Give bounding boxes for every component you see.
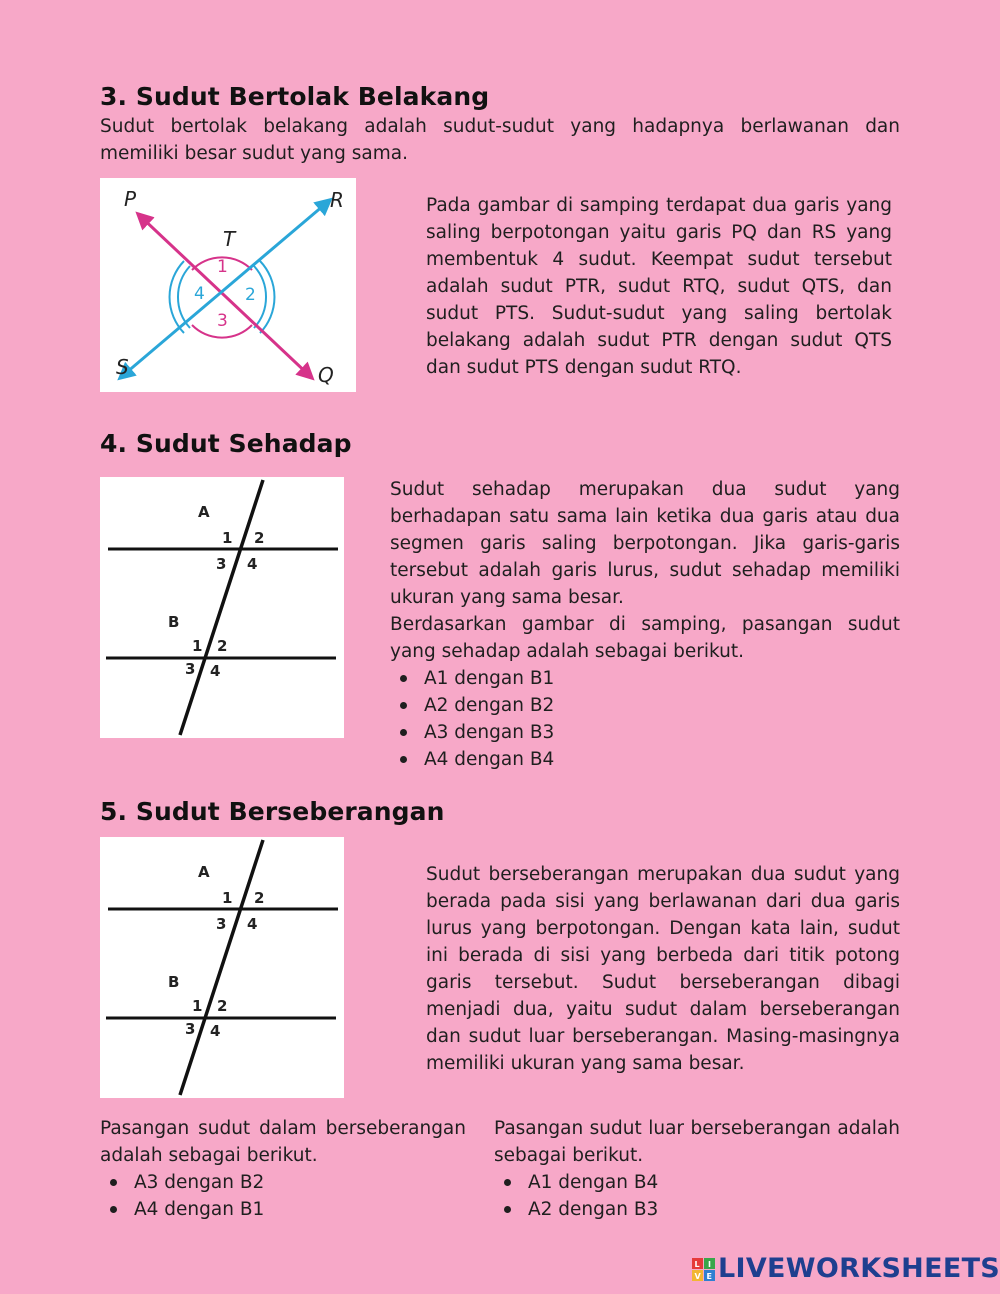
outer-alternate-block: [494, 1115, 900, 1223]
list-item: A4 dengan B4: [390, 746, 900, 773]
corresponding-angles-figure: [100, 477, 344, 738]
label-a: A: [198, 863, 210, 881]
angle-a4: 4: [247, 555, 258, 573]
label-r: R: [330, 188, 344, 212]
logo-text: LIVEWORKSHEETS: [718, 1253, 1000, 1284]
angle-b2: 2: [217, 997, 228, 1015]
angle-b1: 1: [192, 997, 203, 1015]
section4-description: Sudut sehadap merupakan dua sudut yang berhadapan satu sama lain ketika dua garis atau dua segmen garis saling berpotongan. Jika garis-garis tersebut adalah garis lurus, sudut sehadap memiliki ukuran yang sama besar.: [390, 479, 900, 608]
angle-a2: 2: [254, 889, 265, 907]
transversal-diagram-a: [100, 477, 344, 738]
liveworksheets-logo[interactable]: [692, 1253, 1000, 1285]
angle-a2: 2: [254, 529, 265, 547]
inner-alternate-block: [100, 1115, 466, 1223]
logo-badge-e: E: [706, 1272, 712, 1281]
label-a: A: [198, 503, 210, 521]
angle-b2: 2: [217, 637, 228, 655]
list-item: A1 dengan B1: [390, 665, 900, 692]
angle-b4: 4: [210, 1022, 221, 1040]
label-p: P: [124, 187, 137, 211]
label-t: T: [223, 227, 236, 251]
list-item: A3 dengan B2: [100, 1169, 466, 1196]
angle-b4: 4: [210, 662, 221, 680]
label-s: S: [116, 355, 129, 379]
list-item: A2 dengan B2: [390, 692, 900, 719]
corresponding-pairs-list: [390, 665, 900, 773]
section4-text: [390, 476, 900, 773]
angle-4: 4: [194, 284, 205, 304]
label-q: Q: [318, 363, 334, 387]
logo-badge-i: I: [708, 1260, 711, 1269]
list-item: A2 dengan B3: [494, 1196, 900, 1223]
section5-heading: 5. Sudut Berseberangan: [100, 797, 445, 826]
angle-2: 2: [245, 285, 256, 305]
section3-description: Pada gambar di samping terdapat dua garis yang saling berpotongan yaitu garis PQ dan RS yang membentuk 4 sudut. Keempat sudut tersebut adalah sudut PTR, sudut RTQ, sudut QTS, dan sudut PTS. Sudut-sudut yang saling bertolak belakang adalah sudut PTR dengan sudut QTS dan sudut PTS dengan sudut RTQ.: [426, 195, 892, 378]
list-item: A1 dengan B4: [494, 1169, 900, 1196]
list-item: A4 dengan B1: [100, 1196, 466, 1223]
vertical-angles-diagram: [100, 178, 356, 392]
angle-b3: 3: [185, 660, 196, 678]
section4-heading: 4. Sudut Sehadap: [100, 429, 352, 458]
angle-3: 3: [217, 311, 228, 331]
logo-badge-l: L: [694, 1260, 700, 1269]
list-item: A3 dengan B3: [390, 719, 900, 746]
angle-1: 1: [217, 257, 228, 277]
angle-a1: 1: [222, 529, 233, 547]
angle-a1: 1: [222, 889, 233, 907]
inner-alternate-list: [100, 1169, 466, 1223]
angle-a3: 3: [216, 555, 227, 573]
section3-heading: 3. Sudut Bertolak Belakang: [100, 82, 490, 111]
transversal-diagram-b: [100, 837, 344, 1098]
angle-b3: 3: [185, 1020, 196, 1038]
section5-description: Sudut berseberangan merupakan dua sudut yang berada pada sisi yang berlawanan dari dua garis lurus yang berpotongan. Dengan kata lain, sudut ini berada di sisi yang berbeda dari titik potong garis tersebut. Sudut berseberangan dibagi menjadi dua, yaitu sudut dalam berseberangan dan sudut luar berseberangan. Masing-masingnya memiliki ukuran yang sama besar.: [426, 864, 900, 1074]
section3-intro: Sudut bertolak belakang adalah sudut-sudut yang hadapnya berlawanan dan memiliki besar sudut yang sama.: [100, 116, 900, 164]
label-b: B: [168, 613, 180, 631]
outer-alternate-intro: Pasangan sudut luar berseberangan adalah sebagai berikut.: [494, 1118, 900, 1166]
angle-a4: 4: [247, 915, 258, 933]
section4-list-intro: Berdasarkan gambar di samping, pasangan sudut yang sehadap adalah sebagai berikut.: [390, 614, 900, 662]
outer-alternate-list: [494, 1169, 900, 1223]
alternate-angles-figure: [100, 837, 344, 1098]
label-b: B: [168, 973, 180, 991]
logo-badge-v: V: [694, 1272, 701, 1281]
logo-badge-icon: [692, 1258, 716, 1282]
angle-a3: 3: [216, 915, 227, 933]
inner-alternate-intro: Pasangan sudut dalam berseberangan adalah sebagai berikut.: [100, 1118, 466, 1166]
angle-b1: 1: [192, 637, 203, 655]
vertical-angles-figure: [100, 178, 356, 392]
